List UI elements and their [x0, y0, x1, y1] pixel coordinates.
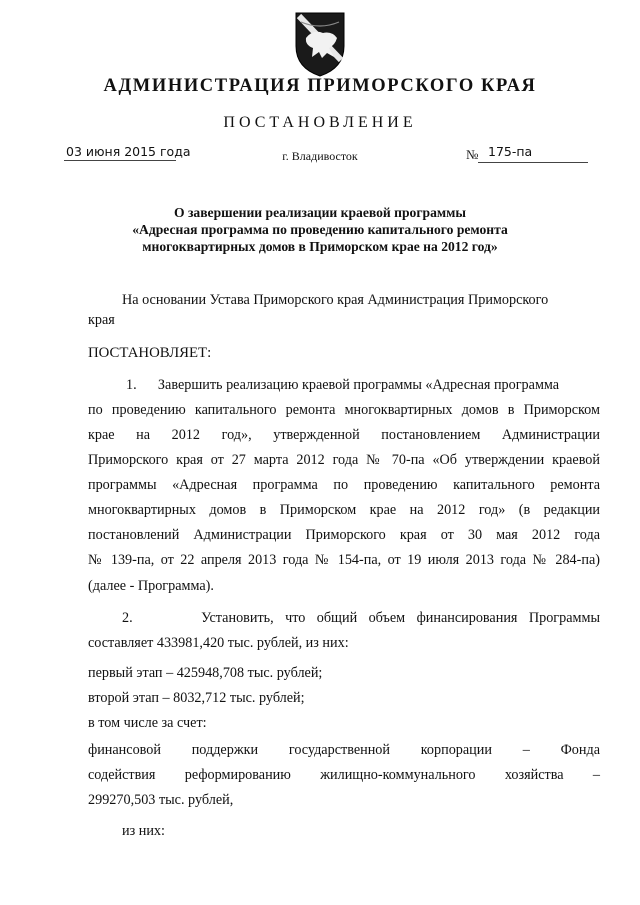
item1-line-6: многоквартирных домов в Приморском крае на 2012 год» (в редакции [88, 502, 600, 518]
item1-line-8: № 139-па, от 22 апреля 2013 года № 154-па, от 19 июля 2013 года № 284-па) [88, 552, 600, 568]
heading-line-2: «Адресная программа по проведению капитального ремонта [132, 222, 508, 237]
number-underline [478, 162, 588, 163]
fund-line-1: финансовой поддержки государственной корпорации – Фонда [88, 742, 600, 758]
document-type: ПОСТАНОВЛЕНИЕ [223, 114, 417, 131]
document-heading [0, 204, 640, 255]
item1-line-4: Приморского края от 27 марта 2012 года № 70-па «Об утверждении краевой [88, 452, 600, 468]
including-label: в том числе за счет: [88, 715, 207, 731]
item1-line-5: программы «Адресная программа по проведению капитального ремонта [88, 477, 600, 493]
document-number: 175-па [488, 144, 533, 159]
organization-title: АДМИНИСТРАЦИЯ ПРИМОРСКОГО КРАЯ [103, 76, 537, 96]
item1-line-2: по проведению капитального ремонта многоквартирных домов в Приморском [88, 402, 600, 418]
fund-line-3: 299270,503 тыс. рублей, [88, 792, 234, 808]
resolves-heading: ПОСТАНОВЛЯЕТ: [88, 345, 212, 361]
item1-line-1: 1. Завершить реализацию краевой программы «Адресная программа [126, 377, 560, 393]
number-sign: № [466, 147, 479, 162]
item2-line-2: составляет 433981,420 тыс. рублей, из них: [88, 635, 349, 651]
item1-line-9: (далее - Программа). [88, 578, 214, 594]
document-date: 03 июня 2015 года [66, 144, 191, 159]
basis-line-1: На основании Устава Приморского края Администрация Приморского [122, 292, 549, 308]
item1-line-3: крае на 2012 год», утвержденной постановлением Администрации [88, 427, 600, 443]
of-which-label: из них: [122, 823, 165, 839]
stage1-amount: первый этап – 425948,708 тыс. рублей; [88, 665, 323, 681]
heading-line-1: О завершении реализации краевой программы [173, 205, 467, 220]
fund-line-2: содействия реформированию жилищно-коммунального хозяйства – [88, 767, 600, 783]
heading-line-3: многоквартирных домов в Приморском крае на 2012 год» [142, 239, 498, 254]
item1-line-7: постановлений Администрации Приморского края от 30 мая 2012 года [88, 527, 600, 543]
basis-line-2: края [88, 312, 115, 328]
document-city: г. Владивосток [282, 149, 358, 163]
stage2-amount: второй этап – 8032,712 тыс. рублей; [88, 690, 305, 706]
coat-of-arms-emblem [293, 10, 347, 78]
item2-line-1: 2. Установить, что общий объем финансирования Программы [122, 610, 600, 626]
